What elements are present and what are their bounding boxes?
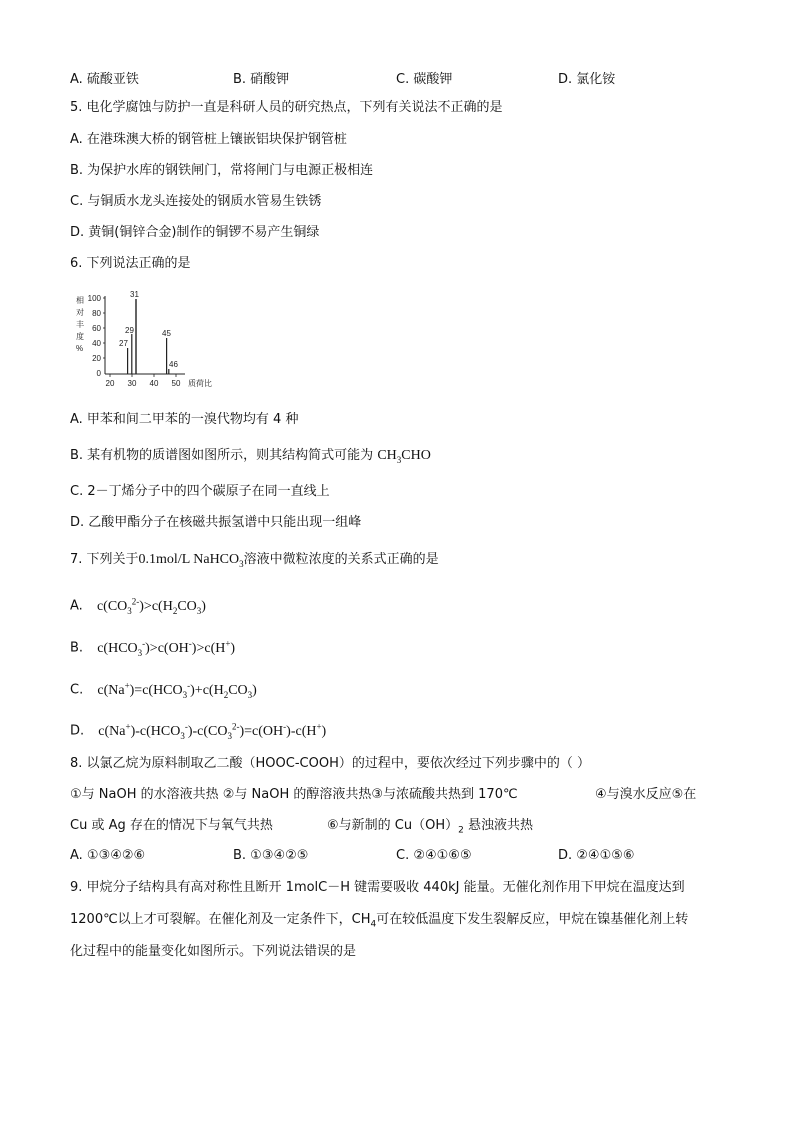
- q8-option-c: C. ②④①⑥⑤: [396, 848, 472, 863]
- peak-label: 46: [169, 360, 178, 369]
- q7-option-a-formula: $c(CO_3^{2-})>c(H_2CO_3)$: [96, 596, 206, 616]
- q5-option-c: C. 与铜质水龙头连接处的钢质水管易生铁锈: [70, 194, 322, 209]
- y-title-char: %: [76, 344, 84, 353]
- formula-subscript: 3: [239, 558, 244, 569]
- mass-spectrum-figure: [70, 286, 240, 394]
- q7-concentration: [139, 552, 244, 567]
- q9-text: 可在较低温度下发生裂解反应，甲烷在镍基催化剂上转: [376, 912, 689, 927]
- q7-option-d: [70, 718, 326, 743]
- peak-label: 45: [162, 329, 171, 338]
- q7-stem-text: 溶液中微粒浓度的关系式正确的是: [243, 552, 439, 567]
- y-tick-label: 20: [92, 354, 101, 363]
- q6-option-b-text: B. 某有机物的质谱图如图所示，则其结构简式可能为: [70, 448, 374, 463]
- formula-part: CH: [377, 448, 397, 463]
- formula-part: CHO: [401, 448, 431, 463]
- q7-option-c-formula: $c(Na^+)=c(HCO_3^-)+c(H_2CO_3)$: [97, 680, 257, 700]
- y-title-char: 度: [76, 332, 84, 341]
- y-title-char: 相: [76, 296, 84, 305]
- q7-stem-text: 7. 下列关于: [70, 552, 139, 567]
- formula-subscript: 4: [370, 919, 377, 930]
- q8-steps-line2: Cu 或 Ag 存在的情况下与氧气共热: [70, 818, 273, 833]
- q9-line3: 化过程中的能量变化如图所示。下列说法错误的是: [70, 944, 357, 959]
- q8-steps-line1: ①与 NaOH 的水溶液共热 ②与 NaOH 的醇溶液共热③与浓硫酸共热到 170℃: [70, 787, 518, 802]
- q9-text: 1200℃以上才可裂解。在催化剂及一定条件下，CH: [70, 912, 371, 927]
- x-tick-label: 50: [171, 379, 181, 388]
- q8-option-a: A. ①③④②⑥: [70, 848, 146, 863]
- q5-option-b: B. 为保护水库的钢铁闸门，常将闸门与电源正极相连: [70, 163, 374, 178]
- q6-stem: 6. 下列说法正确的是: [70, 256, 191, 271]
- x-tick-label: 30: [127, 379, 137, 388]
- q7-option-c: [70, 677, 257, 702]
- q8-steps-line1-end: ④与溴水反应⑤在: [595, 787, 697, 802]
- q4-option-a: A. 硫酸亚铁: [70, 72, 139, 87]
- q4-option-d: D. 氯化铵: [558, 72, 616, 87]
- formula-ch3cho: [377, 448, 431, 463]
- q8-option-b: B. ①③④②⑤: [233, 848, 309, 863]
- q5-stem: 5. 电化学腐蚀与防护一直是科研人员的研究热点，下列有关说法不正确的是: [70, 100, 503, 115]
- y-tick-label: 40: [92, 339, 101, 348]
- formula-part: 0.1mol/L NaHCO: [138, 552, 240, 567]
- x-tick-label: 40: [149, 379, 159, 388]
- q8-steps-line2-end: [327, 818, 533, 839]
- y-tick-label: 80: [92, 309, 101, 318]
- y-tick-label: 100: [87, 294, 101, 303]
- x-tick-label: 20: [105, 379, 115, 388]
- q7-option-b-formula: $c(HCO_3^-)>c(OH^-)>c(H^+)$: [97, 638, 236, 658]
- peak-label: 27: [119, 339, 128, 348]
- q4-option-c: C. 碳酸钾: [396, 72, 453, 87]
- option-label: A.: [70, 598, 83, 614]
- y-tick-label: 60: [92, 324, 101, 333]
- formula-subscript: 2: [458, 825, 464, 836]
- q7-option-d-formula: $c(Na^+)-c(HCO_3^-)-c(CO_3^{2-})=c(OH^-)-c(H^+)$: [98, 721, 327, 741]
- q6-option-a: A. 甲苯和间二甲苯的一溴代物均有 4 种: [70, 412, 299, 427]
- q6-option-c: C. 2－丁烯分子中的四个碳原子在同一直线上: [70, 484, 330, 499]
- q7-option-b: [70, 635, 235, 660]
- q7-stem: [70, 552, 439, 572]
- spectrum-x-title: 质荷比: [188, 379, 212, 388]
- q9-line2: [70, 912, 688, 933]
- y-title-char: 对: [76, 308, 84, 317]
- q9-line1: 9. 甲烷分子结构具有高对称性且断开 1molC－H 键需要吸收 440kJ 能量。无催化剂作用下甲烷在温度达到: [70, 880, 685, 895]
- peak-label: 29: [125, 326, 134, 335]
- q8-stem: 8. 以氯乙烷为原料制取乙二酸（HOOC-COOH）的过程中，要依次经过下列步骤中的（ ）: [70, 756, 590, 771]
- option-label: C.: [70, 682, 84, 698]
- q6-option-d: D. 乙酸甲酯分子在核磁共振氢谱中只能出现一组峰: [70, 515, 362, 530]
- y-tick-label: 0: [96, 369, 101, 378]
- q7-option-a: [70, 593, 206, 618]
- q8-step6-text: 悬浊液共热: [463, 818, 533, 833]
- q5-option-d: D. 黄铜(铜锌合金)制作的铜锣不易产生铜绿: [70, 225, 320, 240]
- option-label: B.: [70, 640, 84, 656]
- q8-option-d: D. ②④①⑤⑥: [558, 848, 635, 863]
- spectrum-y-title: [76, 295, 84, 353]
- option-label: D.: [70, 723, 85, 739]
- y-title-char: 丰: [76, 320, 84, 329]
- q8-step6-text: ⑥与新制的 Cu（OH）: [327, 818, 459, 833]
- formula-subscript: 3: [396, 454, 402, 465]
- q5-option-a: A. 在港珠澳大桥的钢管桩上镶嵌铝块保护钢管桩: [70, 132, 347, 147]
- q4-option-b: B. 硝酸钾: [233, 72, 290, 87]
- peak-label: 31: [130, 290, 139, 299]
- q6-option-b: [70, 448, 431, 468]
